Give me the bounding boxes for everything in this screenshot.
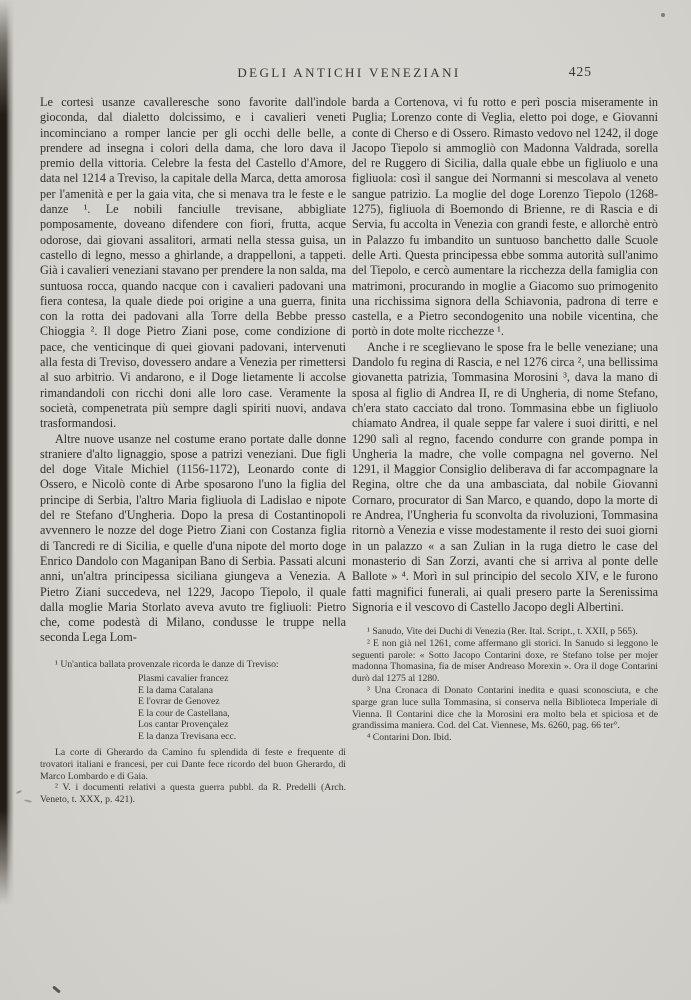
footnote: ¹ Un'antica ballata provenzale ricorda le danze di Treviso:	[55, 658, 279, 670]
verse-line: E l'ovrar de Genovez	[138, 696, 220, 708]
footnote: ³ Una Cronaca di Donato Contarini inedita e quasi sconosciuta, e che sparge gran luce sulla Tommasina, si conserva nella Biblioteca Imperiale di Vienna. Il Contarini dice che la Morosini era molto bela et spiciosa et de grandissima maniera. Cod. del Cat. Viennese, Ms. 6260, pag. 66 ter°.	[352, 685, 658, 732]
footnote: La corte di Gherardo da Camino fu splendida di feste e frequente di trovatori italiani e francesi, per cui Dante fece ricordo del buon Gherardo, di Marco Lombardo e di Gaia.	[40, 746, 346, 782]
verse-block	[40, 673, 346, 741]
paper-speck	[661, 13, 665, 17]
footnote: ⁴ Contarini Don. Ibid.	[367, 732, 452, 744]
page-number: 425	[568, 64, 592, 79]
verse-line: E la dama Catalana	[138, 684, 214, 696]
footnote: ² E non già nel 1261, come affermano gli storici. In Sanudo si leggono le seguenti parole: « Sotto Jacopo Contarini doxe, re Stefano tolse per mojer madonna Thomasina, fia de miser Andreaso Morexin ». Ora il doge Contarini durò dal 1275 al 1280.	[352, 637, 658, 685]
page-header	[40, 64, 658, 82]
footnote: ¹ Sanudo, Vite dei Duchi di Venezia (Rer. Ital. Script., t. XXII, p 565).	[367, 626, 638, 638]
left-column	[40, 95, 346, 806]
scan-gutter-shadow	[0, 0, 14, 1000]
paragraph: Anche i re sceglievano le spose fra le belle veneziane; una Dandolo fu regina di Rascia, e nel 1276 circa ², una bellissima giovanetta patrizia, Tommasina Morosini ³, dava la mano di sposa al figlio di Andrea II, re di Ungheria, di nome Stefano, ch'era stato cacciato dal trono. Tommasina ebbe un figliuolo chiamato Andrea, il quale seppe far valere i suoi diritti, e nel 1290 salì al regno, facendo condurre con grande pompa in Ungheria la madre, che volle compagna nel governo. Nel 1291, il Maggior Consiglio deliberava di far accompagnare la Regina, oltre che da una ambasciata, dal nobile Giovanni Cornaro, procurator di San Marco, e quando, dopo la morte di re Andrea, l'Ungheria fu sconvolta da rivoluzioni, Tommasina ritornò a Venezia e visse modestamente il resto dei suoi giorni in un palazzo « a san Zulian in la ruga dietro le case del monasterio di San Zorzi, avanti che si arriva al ponte delle Ballote » ⁴. Morì in sul principio del secolo XIV, e le furono fatti magnifici funerali, ai quali presero parte la Serenissima Signoria e il vescovo di Castello Jacopo degli Albertini.	[352, 339, 658, 614]
verse-line: Plasmi cavalier francez	[138, 673, 229, 685]
paragraph: Altre nuove usanze nel costume erano portate dalle donne straniere d'alto lignaggio, spose a patrizi veneziani. Due figli del doge Vitale Michiel (1156-1172), Leonardo conte di Ossero, e Nicolò conte di Arbe sposarono l'uno la figlia del principe di Serbia, l'altro Maria figliuola di Ladislao e nipote del re Stefano d'Ungheria. Dopo la presa di Costantinopoli avvennero le nozze del doge Pietro Ziani con Costanza figlia di Tancredi re di Sicilia, e quelle d'una nipote del morto doge Enrico Dandolo con Maganipan Bano di Serbia. Passati alcuni anni, un'altra principessa siciliana giungeva a Venezia. A Pietro Ziani succedeva, nel 1229, Jacopo Tiepolo, il quale dalla moglie Maria Storlato aveva avuto tre figliuoli: Pietro che, come podestà di Milano, condusse le truppe nella seconda Lega Lom-	[40, 431, 346, 645]
paper-speck	[52, 985, 61, 993]
paragraph: Le cortesi usanze cavalleresche sono favorite dall'indole gioconda, dal dialetto dolcissimo, e i cavalieri veneti incominciano a romper lancie per gli occhi delle belle, a prendere ad insegna i colori della dama, che loro dava il premio della vittoria. Celebre la festa del Castello d'Amore, data nel 1214 a Treviso, la capitale della Marca, detta amorosa per l'amenità e per la gaia vita, che si menava tra le feste e le danze ¹. Le nobili fanciulle trevisane, abbigliate pomposamente, doveano difendere con fiori, frutta, acque odorose, dai giovani assalitori, armati nella stessa guisa, un castello di legno, messo a ghirlande, a drappelloni, a tappeti. Già i cavalieri veneziani stavano per prendere la non salda, ma suntuosa rocca, quando nacque con i cavalieri padovani una fiera contesa, la quale diede poi origine a una guerra, finita con la rotta dei padovani alla Torre della Bebbe presso Chioggia ². Il doge Pietro Ziani pose, come condizione di pace, che venticinque di quei giovani padovani, intervenuti alla festa di Treviso, dovessero andare a Venezia per rimettersi al suo arbitrio. Vi andarono, e il Doge lietamente li accolse rimandandoli con ricchi doni alle loro case. Veramente la società, compenetrata più sempre dagli spiriti nuovi, andava trasformandosi.	[40, 95, 346, 431]
right-footnotes	[352, 626, 658, 744]
paper-speck	[16, 790, 22, 794]
right-column	[352, 95, 658, 744]
left-footnotes	[40, 659, 346, 806]
verse-line: E la cour de Castellana,	[138, 707, 230, 719]
verse-line: E la danza Trevisana ecc.	[138, 730, 237, 742]
running-header: DEGLI ANTICHI VENEZIANI	[237, 65, 461, 80]
footnote: ² V. i documenti relativi a questa guerra pubbl. da R. Predelli (Arch. Veneto, t. XXX, p. 421).	[40, 782, 346, 806]
paragraph: barda a Cortenova, vi fu rotto e perì poscia miseramente in Puglia; Lorenzo conte di Veglia, eletto poi doge, e Giovanni conte di Cherso e di Ossero. Rimasto vedovo nel 1242, il doge Jacopo Tiepolo si ammogliò con Madonna Valdrada, sorella del re Ruggero di Sicilia, dalla quale ebbe un figliuolo e una figliuola: così il sangue dei Normanni si mescolava al veneto sangue patrizio. La moglie del doge Lorenzo Tiepolo (1268-1275), figliuola di Boemondo di Brienne, re di Rascia e di Servia, fu accolta in Venezia con grandi feste, e allorchè entrò in Palazzo fu imbandito un suntuoso banchetto dalle Scuole delle Arti. Questa principessa ebbe somma autorità sull'animo del Tiepolo, e cercò aumentare la ricchezza della famiglia con matrimoni, procurando in moglie a Giacomo suo primogenito una ricchissima signora della Schiavonia, padrona di terre e castella, e a Pietro secondogenito una nobile vicentina, che portò in dote molte ricchezze ¹.	[352, 95, 658, 339]
verse-line: Los cantar Provençalez	[138, 719, 229, 731]
paper-speck	[24, 799, 32, 803]
